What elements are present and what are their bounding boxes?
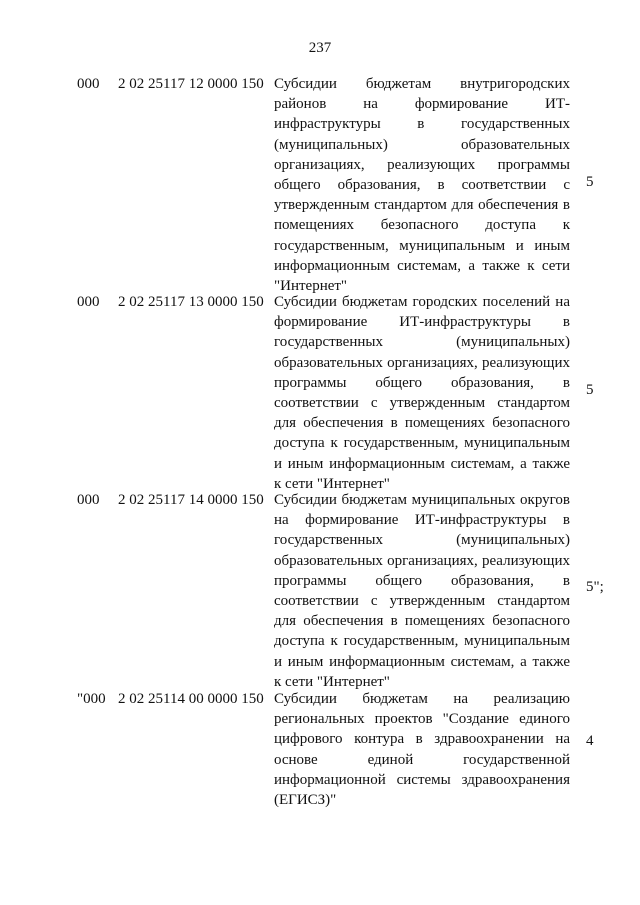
revenue-description: Субсидии бюджетам на реализацию региональных проектов "Создание единого цифрового контура в здравоохранении на основе единой государственной информационной системы здравоохранения (ЕГИСЗ)"	[274, 691, 570, 809]
amount-value: 4	[586, 733, 594, 749]
amount-value: 5	[586, 174, 594, 190]
amount-value: 5	[586, 382, 594, 398]
admin-code: 000	[77, 294, 100, 310]
budget-classification-code: 2 02 25117 13 0000 150	[118, 294, 264, 310]
revenue-description: Субсидии бюджетам муниципальных округов на формирование ИТ-инфраструктуры в государственных (муниципальных) образовательных организациях, реализующих программы общего образования, в соответствии с утвержденным стандартом для обеспечения в помещениях безопасного доступа к государственным, муниципальным и иным информационным системам, а также к сети "Интернет"	[274, 492, 570, 690]
budget-classification-code: 2 02 25114 00 0000 150	[118, 691, 264, 707]
budget-classification-code: 2 02 25117 14 0000 150	[118, 492, 264, 508]
revenue-description: Субсидии бюджетам городских поселений на формирование ИТ-инфраструктуры в государственных (муниципальных) образовательных организациях, реализующих программы общего образования, в соответствии с утвержденным стандартом для обеспечения в помещениях безопасного доступа к государственным, муниципальным и иным информационным системам, а также к сети "Интернет"	[274, 294, 570, 492]
admin-code: 000	[77, 76, 100, 92]
amount-value: 5";	[586, 579, 604, 595]
admin-code: 000	[77, 492, 100, 508]
budget-classification-code: 2 02 25117 12 0000 150	[118, 76, 264, 92]
revenue-description: Субсидии бюджетам внутригородских районов на формирование ИТ-инфраструктуры в государственных (муниципальных) образовательных организациях, реализующих программы общего образования, в соответствии с утвержденным стандартом для обеспечения в помещениях безопасного доступа к государственным, муниципальным и иным информационным системам, а также к сети "Интернет"	[274, 76, 570, 295]
page-number: 237	[308, 40, 332, 56]
admin-code: "000	[77, 691, 106, 707]
